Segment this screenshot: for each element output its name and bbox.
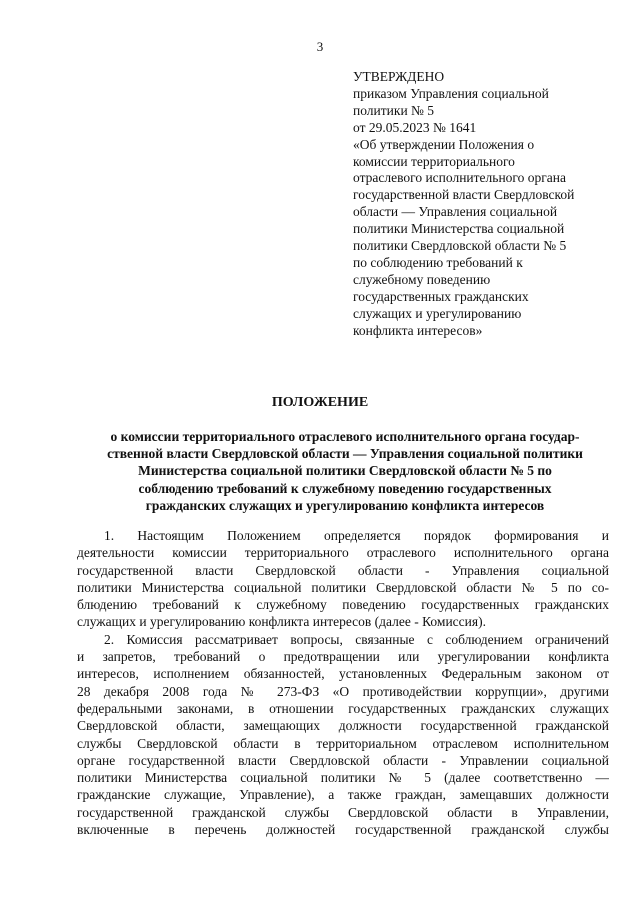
approval-line: УТВЕРЖДЕНО [353, 69, 445, 84]
approval-stamp [353, 69, 613, 340]
subtitle-line: о комиссии территориального отраслевого исполнительного органа государ- [110, 429, 580, 444]
document-title: ПОЛОЖЕНИЕ [271, 395, 369, 410]
approval-line: комиссии территориального [353, 153, 515, 169]
paragraph-line: федеральными законами, в отношении государственных гражданских служащих [77, 700, 609, 716]
paragraph-line: органе государственной власти Свердловской области - Управлении социальной [77, 752, 609, 768]
approval-line: политики Министерства социальной [353, 221, 565, 237]
approval-line: по соблюдению требований к [353, 254, 523, 270]
approval-line: «Об утверждении Положения о [353, 136, 535, 152]
approval-line: области — Управления социальной [353, 204, 558, 220]
paragraph-line: политики Министерства социальной политики Свердловской области № 5 по со- [77, 579, 609, 595]
document-body [77, 527, 609, 838]
subtitle-line: гражданских служащих и урегулированию конфликта интересов [145, 497, 545, 513]
paragraph-line: службы Свердловской области в территориальном отраслевом исполнительном [77, 735, 609, 751]
approval-line: конфликта интересов» [353, 322, 483, 338]
paragraph-2 [77, 631, 609, 839]
paragraph-line: 28 декабря 2008 года № 273-ФЗ «О противодействии коррупции», другими [77, 683, 609, 699]
approval-line: приказом Управления социальной [353, 85, 549, 101]
subtitle-line: ственной власти Свердловской области — Управления социальной политики [107, 446, 583, 462]
paragraph-line: 2. Комиссия рассматривает вопросы, связанные с соблюдением ограничений [104, 631, 609, 647]
approval-line: политики № 5 [353, 102, 435, 118]
paragraph-line: государственной власти Свердловской области - Управления социальной [77, 562, 609, 578]
approval-line: государственных гражданских [353, 288, 529, 304]
approval-line: служащих и урегулированию [353, 305, 522, 321]
paragraph-line: государственной гражданской службы Свердловской области в Управлении, [77, 804, 609, 820]
subtitle-line: Министерства социальной политики Свердловской области № 5 по [138, 463, 552, 479]
paragraph-line: гражданские служащие, Управление), а также граждан, замещавших должности [77, 787, 609, 803]
paragraph-line: политики Министерства социальной политики № 5 (далее соответственно — [77, 770, 609, 786]
page-number: 3 [316, 39, 324, 54]
paragraph-line: и запретов, требований о предотвращении или урегулировании конфликта [77, 649, 609, 665]
document-subtitle [0, 428, 640, 514]
paragraph-line: Свердловской области, замещающих должности государственной гражданской [77, 718, 609, 734]
paragraph-line: интересов, исполнением обязанностей, установленных Федеральным законом от [77, 666, 609, 682]
paragraph-line: включенные в перечень должностей государственной гражданской службы [77, 822, 609, 838]
approval-line: государственной власти Свердловской [353, 187, 575, 203]
paragraph-line: деятельности комиссии территориального отраслевого исполнительного органа [77, 545, 609, 561]
approval-line: служебному поведению [353, 271, 491, 287]
paragraph-1 [77, 527, 609, 631]
approval-line: от 29.05.2023 № 1641 [353, 119, 477, 135]
approval-line: политики Свердловской области № 5 [353, 238, 567, 254]
approval-line: отраслевого исполнительного органа [353, 170, 566, 186]
subtitle-line: соблюдению требований к служебному поведению государственных [138, 480, 552, 496]
paragraph-line: служащих и урегулированию конфликта интересов (далее - Комиссия). [77, 614, 486, 630]
paragraph-line: 1. Настоящим Положением определяется порядок формирования и [104, 528, 609, 543]
paragraph-line: блюдению требований к служебному поведению государственных гражданских [77, 597, 609, 613]
